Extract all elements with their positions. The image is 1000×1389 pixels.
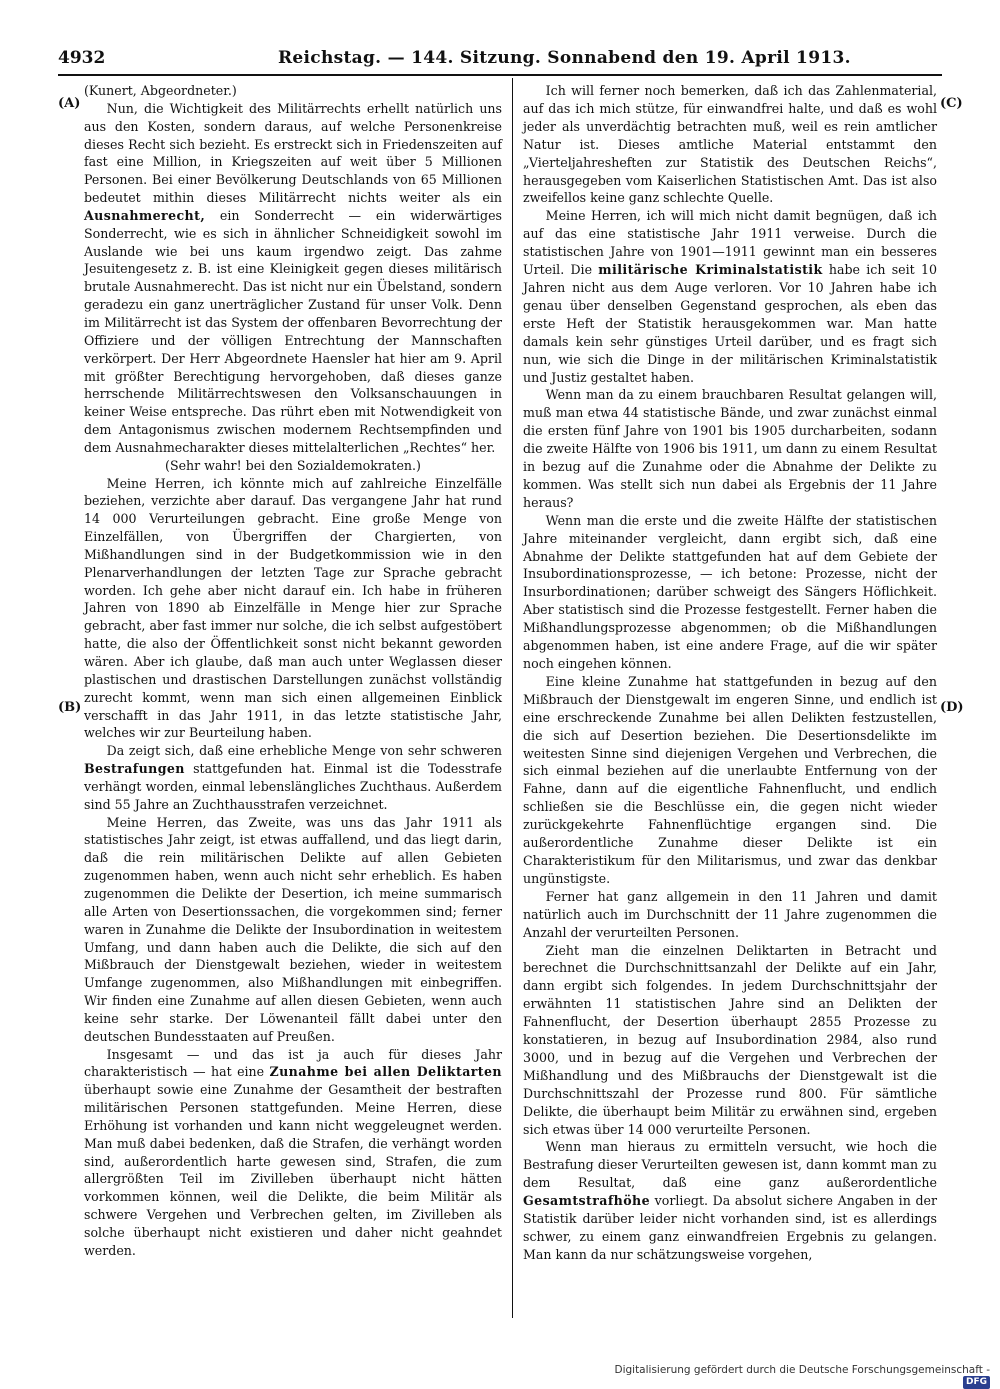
page-header (58, 48, 938, 74)
text-run: Insgesamt — und das ist ja auch für dieses Jahr charakteristisch — hat eine (84, 1046, 502, 1080)
margin-marker-a: (A) (58, 96, 81, 111)
margin-marker-b: (B) (58, 700, 82, 715)
emphasis: Gesamtstrafhöhe (523, 1193, 651, 1209)
text-run: Da zeigt sich, daß eine erhebliche Menge von sehr schweren (106, 743, 502, 759)
header-rule (58, 74, 942, 76)
footer-credit: Digitalisierung gefördert durch die Deutsche Forschungsgemeinschaft - (614, 1364, 990, 1376)
text-run: ein Sonderrecht — ein widerwärtiges Sonderrecht, wie es sich in ähnlicher Schneidigkeit sowohl im Auslande wie bei uns kaum irgendwo zeigt. Das zahme Jesuitengesetz z. B. ist eine Kleinigkeit gegen dieses militärisch brutale Ausnahmerecht. Das ist nicht nur ein Übelstand, sondern geradezu ein ganz unerträglicher Zustand für unser Volk. Denn im Militärrecht ist das System der offenbaren Bevorrechtung der Offiziere und der völligen Entrechtung der Mannschaften verkörpert. Der Herr Abgeordnete Haensler hat hier am 9. April mit größter Berechtigung hervorgehoben, daß dieses ganze herrschende Militärrechtswesen den Volksanschauungen in keiner Weise entspreche. Das rührt eben mit Notwendigkeit von dem Antagonismus zwischen modernem Rechtsempfinden und dem Ausnahmecharakter dieses mittelalterlichen „Rechtes“ her. (84, 207, 502, 455)
paragraph: Wenn man da zu einem brauchbaren Resultat gelangen will, muß man etwa 44 statistische Bände, und zwar zunächst einmal die ersten fünf Jahre von 1901 bis 1905 durcharbeiten, sodann die zweite Hälfte von 1906 bis 1911, um dann zu einem Resultat in bezug auf die Zunahme oder die Abnahme der Delikte zu kommen. Was stellt sich nun dabei als Ergebnis der 11 Jahre heraus? (523, 387, 937, 510)
text-run: Meine Herren, ich will mich nicht damit begnügen, daß ich auf das eine statistische Jahr 1911 verweise. Durch die statistischen Jahre von 1901—1911 gewinnt man ein besseres Urteil. Die (523, 208, 937, 278)
emphasis: militärische Kriminalstatistik (598, 262, 823, 278)
paragraph: Meine Herren, ich könnte mich auf zahlreiche Einzelfälle beziehen, verzichte aber darauf. Das vergangene Jahr hat rund 14 000 Verurteilungen gebracht. Eine große Menge von Einzelfällen, von Übergriffen der Chargierten, von Mißhandlungen sind in der Budgetkommission wie in den Plenarverhandlungen der letzten Tage zur Sprache gebracht worden. Ich gehe aber nicht darauf ein. Ich habe in früheren Jahren von 1890 ab Einzelfälle in Menge hier zur Sprache gebracht, aber fast immer nur solche, die ich selbst aufgestöbert hatte, die also der Öffentlichkeit sonst nicht bekannt geworden wären. Aber ich glaube, daß man auch unter Weglassen dieser plastischen und drastischen Darstellungen zunächst vollständig zurecht kommt, wenn man sich einen allgemeinen Einblick verschafft in das Jahr 1911, in das letzte statistische Jahr, welches wir zur Beurteilung haben. (84, 475, 502, 741)
speaker-note: (Kunert, Abgeordneter.) (84, 83, 237, 98)
running-title: Reichstag. — 144. Sitzung. Sonnabend den 19. April 1913. (278, 48, 851, 68)
paragraph: Wenn man die erste und die zweite Hälfte der statistischen Jahre miteinander vergleicht, dann ergibt sich, daß eine Abnahme der Delikte stattgefunden hat auf dem Gebiete der Insubordinationsprozesse, — ich betone: Prozesse, nicht der Insurbordinationen; darüber schweigt des Sängers Höflichkeit. Aber statistisch sind die Prozesse festgestellt. Ferner haben die Mißhandlungsprozesse abgenommen; ob die Mißhandlungen abgenommen haben, ist eine andere Frage, auf die wir später noch eingehen können. (523, 512, 937, 671)
paragraph (523, 1138, 937, 1263)
paragraph: Meine Herren, das Zweite, was uns das Jahr 1911 als statistisches Jahr zeigt, ist etwas auffallend, und das liegt darin, daß die rein militärischen Delikte auf allen Gebieten zugenommen haben, wenn auch nicht sehr erheblich. Es haben zugenommen die Delikte der Desertion, ich meine summarisch alle Arten von Desertionssachen, die vorgekommen sind; ferner waren in Zunahme die Delikte der Insubordination in weitestem Umfang, und dann haben auch die Delikte, die sich auf den Mißbrauch der Dienstgewalt beziehen, wieder in weitestem Umfange zugenommen, also Mißhandlungen mit einbegriffen. Wir finden eine Zunahme auf allen diesen Gebieten, wenn auch keine sehr starke. Der Löwenanteil fällt dabei unter den deutschen Bundesstaaten auf Preußen. (84, 814, 502, 1044)
left-column (84, 82, 502, 1260)
footer (600, 1364, 990, 1387)
emphasis: Zunahme bei allen Deliktarten (269, 1064, 502, 1080)
page-number: 4932 (58, 48, 106, 68)
paragraph: Zieht man die einzelnen Deliktarten in Betracht und berechnet die Durchschnittsanzahl der Delikte auf ein Jahr, dann ergibt sich folgendes. In jedem Durchschnittsjahr der erwähnten 11 statistischen Jahre sind an Delikten der Fahnenflucht, der Desertion überhaupt 2855 Prozesse zu konstatieren, in bezug auf Insubordination 2984, also rund 3000, und in bezug auf die Vergehen und Verbrechen der Mißhandlung und des Mißbrauchs der Dienstgewalt ist die Durchschnittszahl der Prozesse rund 800. Für sämtliche Delikte, die überhaupt beim Militär zu erwähnen sind, ergeben sich etwas über 14 000 verurteilte Personen. (523, 942, 937, 1137)
paragraph: Ferner hat ganz allgemein in den 11 Jahren und damit natürlich auch im Durchschnitt der 11 Jahre zugenommen die Anzahl der verurteilten Personen. (523, 888, 937, 940)
text-run: Nun, die Wichtigkeit des Militärrechts erhellt natürlich uns aus den Kosten, sondern daraus, auf welche Personenkreise dieses Recht sich bezieht. Es erstreckt sich in Friedenszeiten auf fast eine Million, in Kriegszeiten auf weit über 5 Millionen Personen. Bei einer Bevölkerung Deutschlands von 65 Millionen bedeutet mithin dieses Militärrecht nichts weiter als ein (84, 100, 502, 206)
emphasis: Ausnahmerecht, (84, 207, 206, 223)
paragraph (84, 742, 502, 813)
text-run: stattgefunden hat. Einmal ist die Todesstrafe verhängt worden, einmal lebenslängliches Zuchthaus. Außerdem sind 55 Jahre an Zuchthausstrafen verzeichnet. (84, 761, 502, 812)
margin-marker-d: (D) (940, 700, 964, 715)
paragraph: Ich will ferner noch bemerken, daß ich das Zahlenmaterial, auf das ich mich stütze, für einwandfrei halte, und daß es wohl jeder als unverdächtig betrachten muß, weil es rein amtlicher Natur ist. Dieses amtliche Material entstammt den „Vierteljahresheften zur Statistik des Deutschen Reichs“, herausgegeben vom Kaiserlichen Statistischen Amt. Das ist also zweifellos keine ganz schlechte Quelle. (523, 83, 937, 206)
paragraph (84, 100, 502, 457)
paragraph: Eine kleine Zunahme hat stattgefunden in bezug auf den Mißbrauch der Dienstgewalt im engeren Sinne, und endlich ist eine erschreckende Zunahme bei allen Delikten festzustellen, die sich auf Desertion beziehen. Die Desertionsdelikte im weitesten Sinne sind diejenigen Vergehen und Verbrechen, die sich einmal beziehen auf die unerlaubte Entfernung von der Fahne, dann auf die eigentliche Fahnenflucht, und endlich schließen sie die Beschlüsse ein, die gegen nicht wieder zurückgekehrte Fahnenflüchtige ergangen sind. Die außerordentliche Zunahme dieser Delikte ist ein Charakteristikum für den Militarismus, und zwar das denkbar ungünstigste. (523, 673, 937, 886)
emphasis: Bestrafungen (84, 761, 185, 777)
interjection: (Sehr wahr! bei den Sozialdemokraten.) (165, 457, 421, 473)
text-run: Wenn man hieraus zu ermitteln versucht, wie hoch die Bestrafung dieser Verurteilten gewesen ist, dann kommt man zu dem Resultat, daß eine ganz außerordentliche (523, 1139, 937, 1191)
paragraph (523, 207, 937, 386)
column-divider (512, 78, 513, 1318)
paragraph (84, 1046, 502, 1260)
right-column (523, 82, 937, 1264)
text-run: vorliegt. Da absolut sichere Angaben in der Statistik darüber leider nicht vorhanden sind, ist es allerdings schwer, zu einem ganz einwandfreien Ergebnis zu gelangen. Man kann da nur schätzungsweise vorgehen, (523, 1193, 937, 1262)
margin-marker-c: (C) (940, 96, 963, 111)
text-run: überhaupt sowie eine Zunahme der Gesamtheit der bestraften militärischen Personen stattgefunden. Meine Herren, diese Erhöhung ist vorhanden und kann nicht weggeleugnet werden. Man muß dabei bedenken, daß die Strafen, die verhängt worden sind, außerordentlich harte gewesen sind, Strafen, die zum allergrößten Teil im Zivilleben überhaupt nicht hätten vorkommen können, weil die Delikte, die beim Militär als schwere Vergehen und Verbrechen gelten, im Zivilleben als solche überhaupt nicht existieren und daher nicht geahndet werden. (84, 1082, 502, 1258)
dfg-logo: DFG (963, 1376, 990, 1389)
text-run: habe ich seit 10 Jahren nicht aus dem Auge verloren. Vor 10 Jahren habe ich genau über denselben Gegenstand gesprochen, als eben das erste Heft der Statistik herausgekommen war. Man hatte damals kein sehr günstiges Urteil darüber, und es fragt sich nun, wie sich die Dinge in der militärischen Kriminalstatistik und Justiz gestaltet haben. (523, 262, 937, 385)
